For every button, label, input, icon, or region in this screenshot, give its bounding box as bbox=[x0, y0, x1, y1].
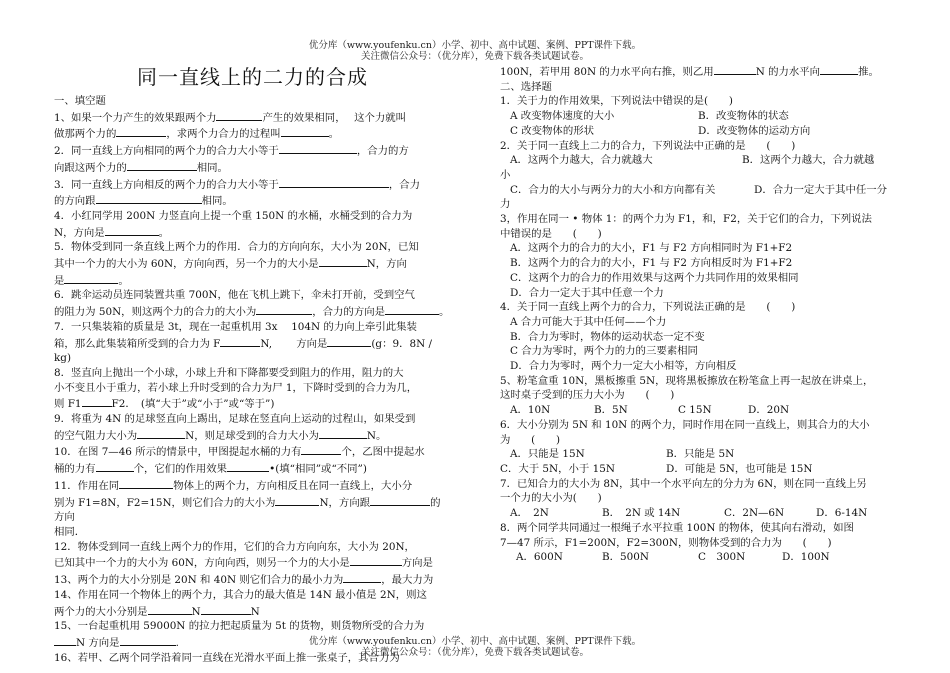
question-11: 11．作用在同 物体上的两个力，方向相反且在同一直线上，大小分 bbox=[54, 477, 450, 494]
question-15-cont: N 方向是 . bbox=[54, 634, 450, 651]
choice-2-options-ab-wrap: 小 bbox=[500, 168, 511, 181]
choice-6-cont: 为 ( ) bbox=[500, 433, 561, 446]
choice-4-option-c: C 合力为零时，两个力的力的三要素相同 bbox=[510, 345, 698, 358]
question-16-cont: 100N，若甲用 80N 的力水平向右推，则乙用 N 的力水平向 推。 bbox=[500, 63, 905, 80]
question-5: 5．物体受到同一条直线上两个力的作用．合力的方向向东，大小为 20N，已知 bbox=[54, 241, 419, 254]
question-5-end: 是 。 bbox=[54, 272, 450, 289]
footer-line-2: 关注微信公众号：（优分库），免费下载各类试题试卷。 bbox=[360, 647, 589, 658]
question-15: 15、一台起重机用 59000N 的拉力把起质量为 5t 的货物，则货物所受的合力为 bbox=[54, 620, 425, 633]
question-12: 12．物体受到同一直线上两个力的作用，它们的合力方向向东，大小为 20N， bbox=[54, 540, 415, 553]
question-4: 4．小红同学用 200N 力竖直向上提一个重 150N 的水桶，水桶受到的合力为 bbox=[54, 209, 413, 222]
choice-8-cont: 7—47 所示，F1=200N，F2=300N，则物体受到的合力为 ( ) bbox=[500, 536, 832, 549]
page-title: 同一直线上的二力的合成 bbox=[137, 65, 368, 89]
question-7-cont: 箱，那么此集装箱所受到的合力为 F N, 方向是 (g：9．8N / bbox=[54, 335, 450, 352]
question-7-end: kg) bbox=[54, 352, 72, 365]
choice-3-cont: 中错误的是 ( ) bbox=[500, 227, 602, 240]
choice-3-option-d: D．合力一定大于其中任意一个力 bbox=[510, 286, 664, 299]
choice-2-options-ab: A．这两个力越大，合力就越大 B．这两个力越大，合力就越 bbox=[510, 154, 875, 167]
choice-3-option-a: A．这两个力的合力的大小，F1 与 F2 方向相同时为 F1+F2 bbox=[510, 242, 793, 255]
choice-6-options-ab: A．只能是 15N B．只能是 5N bbox=[510, 448, 735, 461]
question-8-end: 则 F1 F2． (填“大于”或“小于”或“等于”) bbox=[54, 395, 450, 412]
question-14: 14、作用在同一个物体上的两个力，其合力的最大值是 14N 最小值是 2N，则这 bbox=[54, 588, 427, 601]
question-2-cont: 向跟这两个力的 相同。 bbox=[54, 159, 450, 176]
choice-7: 7．已知合力的大小为 8N，其中一个水平向左的分力为 6N，则在同一直线上另 bbox=[500, 477, 867, 490]
choice-8: 8．两个同学共同通过一根绳子水平拉重 100N 的物体，使其向右滑动，如图 bbox=[500, 521, 854, 534]
choice-5-options: A．10N B．5N C 15N D．20N bbox=[510, 404, 790, 417]
header-line-2: 关注微信公众号：（优分库），免费下载各类试题试卷。 bbox=[360, 51, 589, 62]
question-16: 16、若甲、乙两个同学沿着同一直线在光滑水平面上推一张桌子，其合力为 bbox=[54, 651, 400, 664]
choice-6: 6．大小分别为 5N 和 10N 的两个力，同时作用在同一直线上，则其合力的大小 bbox=[500, 418, 870, 431]
question-5-cont: 其中一个力的大小为 60N，方向向西，另一个力的大小是 N，方向 bbox=[54, 255, 450, 272]
question-3: 3．同一直线上方向相反的两个力的合力大小等于 ，合力 bbox=[54, 176, 450, 193]
choice-3-option-b: B．这两个力的合力的大小，F1 与 F2 方向相反时为 F1+F2 bbox=[510, 257, 793, 270]
question-8: 8．竖直向上抛出一个小球，小球上升和下降都要受到阻力的作用，阻力的大 bbox=[54, 366, 404, 379]
choice-2-options-cd-wrap: 力 bbox=[500, 198, 511, 211]
question-10-cont: 桶的力有 个，它们的作用效果 •(填“相同”或“不同”) bbox=[54, 460, 450, 477]
choice-4-option-d: D．合力为零时，两个力一定大小相等，方向相反 bbox=[510, 360, 737, 373]
header-line-1: 优分库（www.youfenku.cn）小学、初中、高中试题、案例、PPT课件下载。 bbox=[308, 40, 642, 51]
choice-8-options: A．600N B．500N C 300N D．100N bbox=[516, 551, 830, 564]
question-10: 10．在图 7—46 所示的情景中，甲图提起水桶的力有 个，乙图中提起水 bbox=[54, 443, 450, 460]
question-14-cont: 两个力的大小分别是 N N bbox=[54, 603, 450, 620]
choice-3: 3，作用在同一 • 物体 1：的两个力为 F1，和，F2，关于它们的合力，下列说法 bbox=[500, 213, 872, 226]
question-8-cont: 小不变且小于重力，若小球上升时受到的合力为尸 1，下降时受到的合力为几， bbox=[54, 381, 418, 394]
question-11-cont: 别为 F1=8N，F2=15N，则它们合力的大小为 N，方向跟 的方向 bbox=[54, 494, 450, 525]
question-12-cont: 已知其中一个力的大小为 60N，方向向西，则另一个力的大小是 方向是 bbox=[54, 554, 450, 571]
choice-1-options-cd: C 改变物体的形状 D．改变物体的运动方向 bbox=[510, 124, 811, 137]
choice-section bbox=[500, 63, 905, 565]
question-9-cont: 的空气阻力大小为 N，则足球受到的合力大小为 N。 bbox=[54, 427, 450, 444]
question-13: 13、两个力的大小分别是 20N 和 40N 则它们合力的最小力为 ，最大力为 bbox=[54, 571, 450, 588]
question-9: 9．将重为 4N 的足球竖直向上踢出，足球在竖直向上运动的过程山，如果受到 bbox=[54, 413, 416, 426]
choice-1-options-ab: A 改变物体速度的大小 B．改变物体的状态 bbox=[510, 110, 789, 123]
choice-6-options-cd: C．大于 5N，小于 15N D．可能是 5N，也可能是 15N bbox=[500, 462, 813, 475]
question-3-cont: 的方向跟 相同。 bbox=[54, 192, 450, 209]
fill-in-section bbox=[54, 94, 450, 665]
question-4-cont: N，方向是 。 bbox=[54, 224, 450, 241]
section-heading-2: 二、选择题 bbox=[500, 80, 552, 93]
question-6: 6．跳伞运动员连同装置共重 700N，他在飞机上跳下，伞未打开前，受到空气 bbox=[54, 289, 415, 302]
question-7: 7．一只集装箱的质量是 3t，现在一起重机用 3x 104N 的力向上牵引此集装 bbox=[54, 320, 417, 333]
question-6-cont: 的阻力为 50N，则这两个力的合力的大小为 ，合力的方向是 。 bbox=[54, 303, 450, 320]
choice-1: 1．关于力的作用效果，下列说法中错误的是( ) bbox=[500, 95, 733, 108]
footer-line-1: 优分库（www.youfenku.cn）小学、初中、高中试题、案例、PPT课件下载。 bbox=[308, 636, 642, 647]
choice-5-cont: 这时桌子受到的压力大小为 ( ) bbox=[500, 389, 675, 402]
question-11-end: 相同． bbox=[54, 525, 86, 538]
choice-4-option-b: B．合力为零时，物体的运动状态一定不变 bbox=[510, 330, 705, 343]
question-1-cont: 做那两个力的 ，求两个力合力的过程叫 。 bbox=[54, 125, 450, 142]
choice-2: 2．关于同一直线上二力的合力，下列说法中正确的是 ( ) bbox=[500, 139, 796, 152]
question-2: 2．同一直线上方向相同的两个力的合力大小等于 ，合力的方 bbox=[54, 142, 450, 159]
choice-5: 5、粉笔盒重 10N，黑板擦重 5N，现将黑板擦放在粉笔盒上再一起放在讲桌上， bbox=[500, 374, 874, 387]
choice-4: 4．关于同一直线上两个力的合力，下列说法正确的是 ( ) bbox=[500, 301, 796, 314]
question-1: 1、如果一个力产生的效果跟两个力 产生的效果相同， 这个力就叫 bbox=[54, 109, 450, 126]
page-footer bbox=[0, 636, 950, 658]
choice-7-cont: 一个力的大小为( ) bbox=[500, 492, 602, 505]
section-heading: 一、填空题 bbox=[54, 95, 106, 107]
page-header bbox=[0, 40, 950, 62]
choice-2-options-cd: C．合力的大小与两分力的大小和方向都有关 D．合力一定大于其中任一分 bbox=[510, 183, 888, 196]
choice-4-option-a: A 合力可能大于其中任何——个力 bbox=[510, 315, 667, 328]
choice-3-option-c: C．这两个力的合力的作用效果与这两个力共同作用的效果相同 bbox=[510, 271, 799, 284]
choice-7-options: A． 2N B． 2N 或 14N C．2N—6N D．6-14N bbox=[510, 507, 868, 520]
